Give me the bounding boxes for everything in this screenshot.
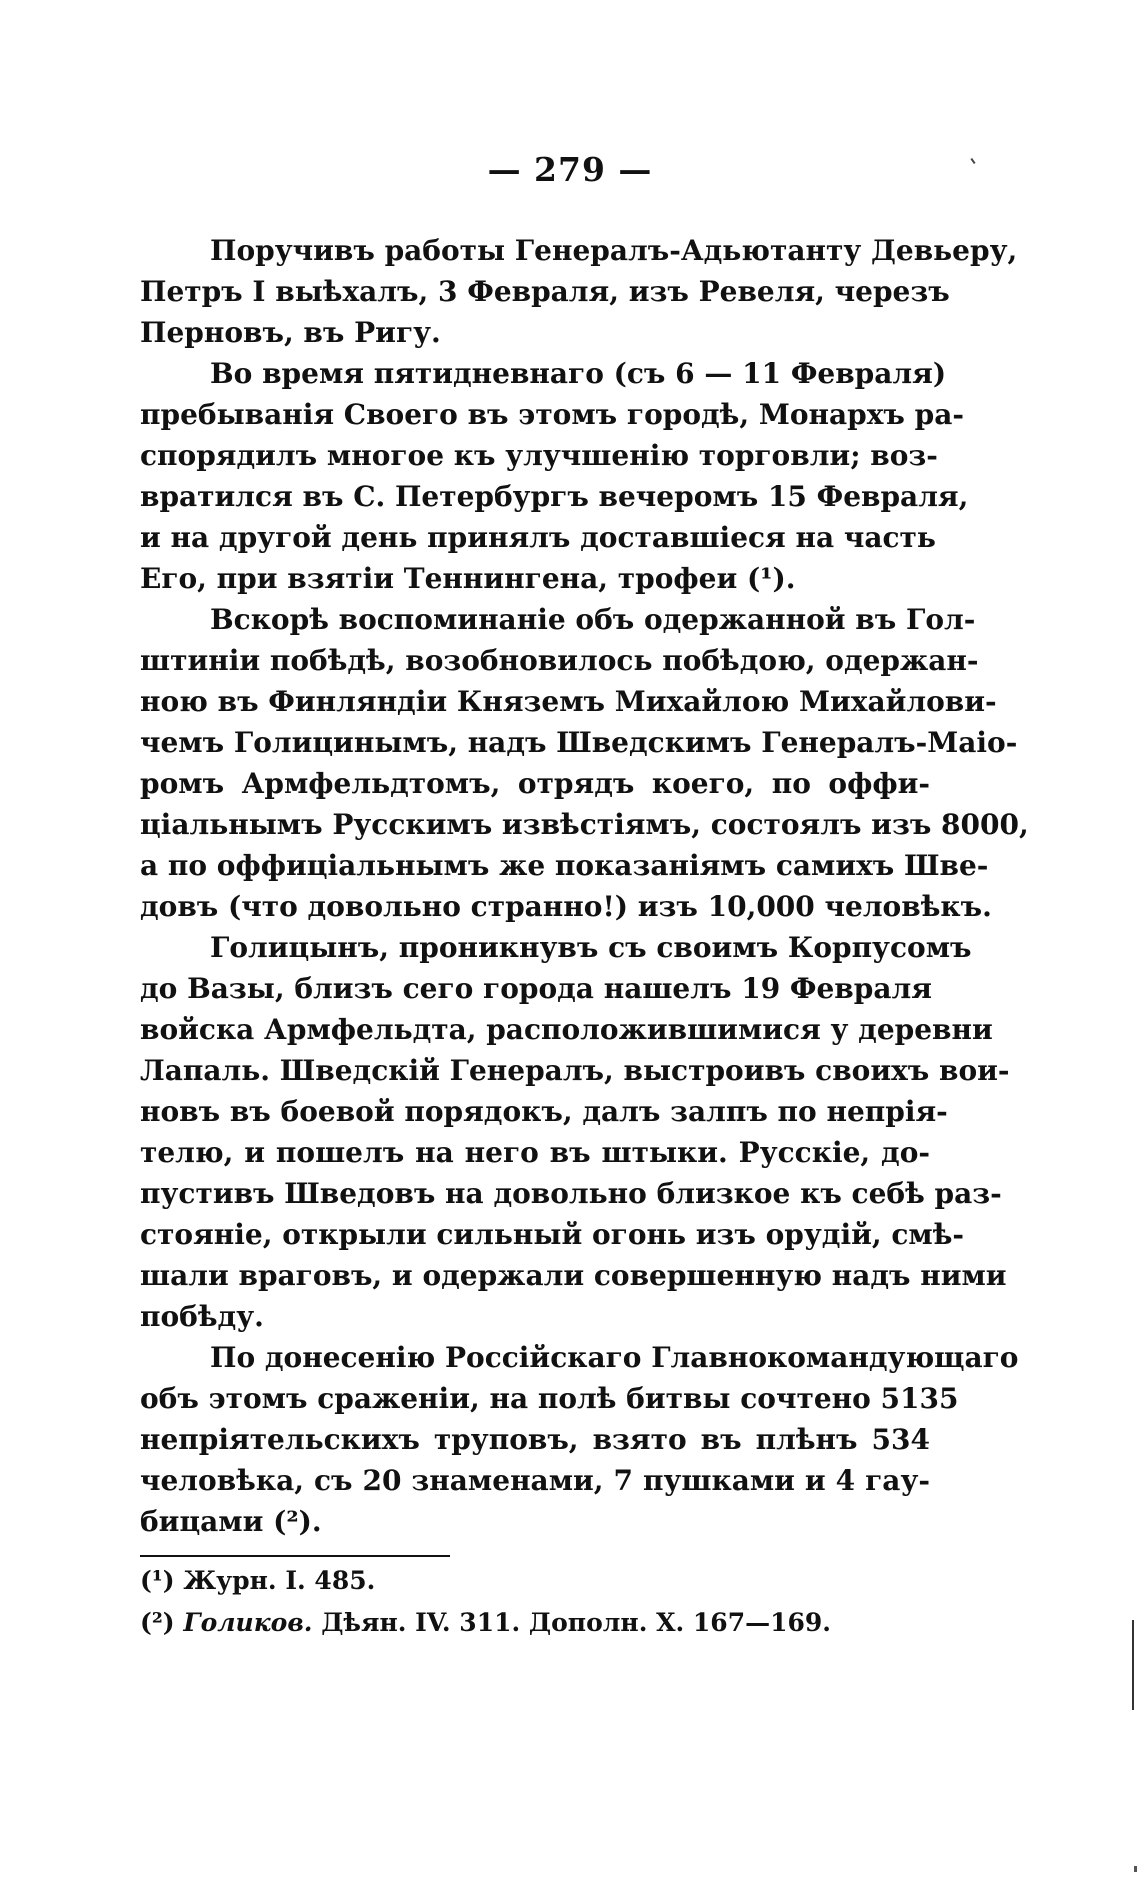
paragraph	[140, 599, 1029, 927]
text-line: побѣду.	[140, 1300, 264, 1333]
paragraph	[140, 230, 1018, 353]
text-line: Во время пятидневнаго (съ 6 — 11 Февраля)	[210, 357, 947, 390]
footnote-marker: (²)	[140, 1608, 175, 1637]
text-line: бицами (²).	[140, 1505, 322, 1538]
footnote-divider	[140, 1555, 450, 1557]
text-line: телю, и пошелъ на него въ штыки. Русскіе, до-	[140, 1136, 930, 1169]
text-line: Перновъ, въ Ригу.	[140, 316, 441, 349]
text-line: Его, при взятіи Теннингена, трофеи (¹).	[140, 562, 796, 595]
footnote	[140, 1602, 940, 1644]
text-line: и на другой день принялъ доставшіеся на часть	[140, 521, 936, 554]
footnote-source: Голиков.	[183, 1608, 313, 1637]
text-line: ною въ Финляндіи Княземъ Михайлою Михайлови-	[140, 685, 997, 718]
text-line: до Вазы, близъ сего города нашелъ 19 Февраля	[140, 972, 932, 1005]
text-line: Голицынъ, проникнувъ съ своимъ Корпусомъ	[210, 931, 972, 964]
text-line: а по оффиціальнымъ же показаніямъ самихъ Шве-	[140, 849, 989, 882]
text-line: Лапаль. Шведскій Генералъ, выстроивъ своихъ вои-	[140, 1054, 1010, 1087]
text-line: непріятельскихъ труповъ, взято въ плѣнъ 534	[140, 1423, 930, 1456]
page-number: — 279 —	[487, 150, 653, 189]
text-line: штиніи побѣдѣ, возобновилось побѣдою, одержан-	[140, 644, 979, 677]
text-line: По донесенію Россійскаго Главнокомандующаго	[210, 1341, 1019, 1374]
text-line: спорядилъ многое къ улучшенію торговли; воз-	[140, 439, 938, 472]
text-line: человѣка, съ 20 знаменами, 7 пушками и 4 гау-	[140, 1464, 930, 1497]
text-line: чемъ Голицинымъ, надъ Шведскимъ Генералъ-Маіо-	[140, 726, 1018, 759]
text-line: Вскорѣ воспоминаніе объ одержанной въ Гол-	[210, 603, 976, 636]
text-line: Петръ I выѣхалъ, 3 Февраля, изъ Ревеля, черезъ	[140, 275, 950, 308]
text-line: объ этомъ сраженіи, на полѣ битвы сочтено 5135	[140, 1382, 959, 1415]
text-line: пребыванія Своего въ этомъ городѣ, Монархъ ра-	[140, 398, 964, 431]
text-line: Поручивъ работы Генералъ-Адьютанту Девьеру,	[210, 234, 1018, 267]
paragraph	[140, 1337, 1019, 1542]
paragraph	[140, 927, 1010, 1337]
text-line: вратился въ С. Петербургъ вечеромъ 15 Февраля,	[140, 480, 969, 513]
text-line: шали враговъ, и одержали совершенную надъ ними	[140, 1259, 1007, 1292]
text-line: новъ въ боевой порядокъ, далъ залпъ по непрія-	[140, 1095, 948, 1128]
body-text	[140, 230, 1029, 1542]
paragraph	[140, 353, 969, 599]
footnote	[140, 1560, 940, 1602]
footnote-text: Дѣян. IV. 311. Дополн. X. 167—169.	[321, 1608, 831, 1637]
text-line: стояніе, открыли сильный огонь изъ орудій, смѣ-	[140, 1218, 965, 1251]
footnotes	[140, 1560, 940, 1644]
scan-edge-line	[1132, 1620, 1134, 1710]
text-line: довъ (что довольно странно!) изъ 10,000 человѣкъ.	[140, 890, 992, 923]
text-line: ромъ Армфельдтомъ, отрядъ коего, по оффи-	[140, 767, 930, 800]
text-line: ціальнымъ Русскимъ извѣстіямъ, состоялъ изъ 8000,	[140, 808, 1029, 841]
footnote-marker: (¹)	[140, 1566, 175, 1595]
footnote-text: Журн. I. 485.	[183, 1566, 376, 1595]
text-line: войска Армфельдта, расположившимися у деревни	[140, 1013, 993, 1046]
scan-speck	[1134, 1866, 1137, 1872]
text-line: пустивъ Шведовъ на довольно близкое къ себѣ раз-	[140, 1177, 1002, 1210]
